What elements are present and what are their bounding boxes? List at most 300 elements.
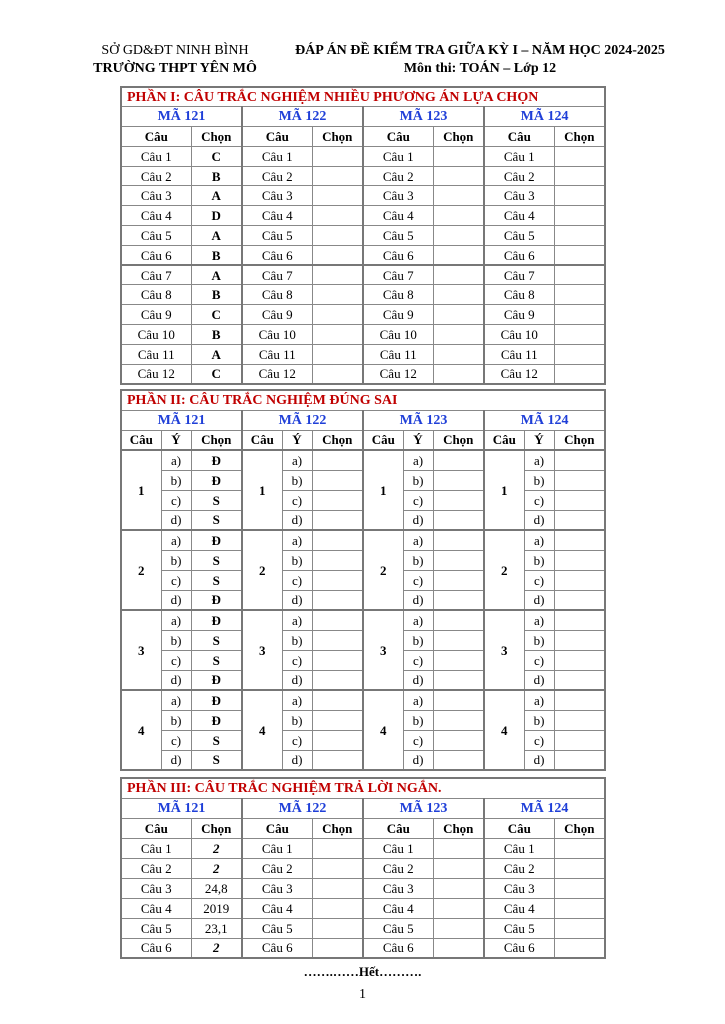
question-label: Câu 5 (484, 226, 554, 246)
question-label: Câu 5 (242, 918, 312, 938)
item-label: d) (161, 750, 191, 770)
item-label: b) (161, 550, 191, 570)
item-label: c) (282, 650, 312, 670)
answer-cell (312, 570, 363, 590)
answer-cell (312, 670, 363, 690)
answer-cell (554, 530, 605, 550)
question-label: Câu 3 (363, 186, 433, 206)
answer-cell: B (191, 166, 242, 186)
answer-cell (433, 146, 484, 166)
table-row (121, 186, 605, 206)
answer-cell (312, 344, 363, 364)
question-number: 3 (363, 610, 403, 690)
answer-cell (433, 364, 484, 384)
question-label: Câu 4 (242, 898, 312, 918)
question-label: Câu 11 (121, 344, 191, 364)
answer-cell (433, 186, 484, 206)
answer-cell (312, 510, 363, 530)
answer-cell (312, 490, 363, 510)
answer-cell (554, 490, 605, 510)
table-row (121, 938, 605, 958)
item-label: a) (282, 690, 312, 710)
question-number: 4 (484, 690, 524, 770)
item-label: b) (403, 550, 433, 570)
answer-cell (433, 285, 484, 305)
column-header-answer: Chọn (554, 127, 605, 147)
answer-cell (554, 325, 605, 345)
question-label: Câu 1 (121, 146, 191, 166)
exam-code: MÃ 122 (242, 410, 363, 430)
column-header-item: Ý (282, 430, 312, 450)
answer-cell: Đ (191, 530, 242, 550)
item-label: d) (403, 510, 433, 530)
answer-cell (312, 918, 363, 938)
answer-cell (312, 470, 363, 490)
header-right (282, 42, 678, 78)
answer-cell: S (191, 650, 242, 670)
question-label: Câu 4 (363, 898, 433, 918)
answer-cell (312, 858, 363, 878)
answer-cell (554, 730, 605, 750)
answer-cell: S (191, 630, 242, 650)
answer-cell (554, 344, 605, 364)
item-label: b) (282, 710, 312, 730)
question-label: Câu 12 (484, 364, 554, 384)
question-number: 2 (242, 530, 282, 610)
question-number: 2 (484, 530, 524, 610)
question-label: Câu 1 (484, 146, 554, 166)
table-row (121, 450, 605, 470)
item-label: c) (161, 570, 191, 590)
answer-cell (554, 838, 605, 858)
answer-cell: Đ (191, 670, 242, 690)
answer-cell: C (191, 146, 242, 166)
school-name: TRƯỜNG THPT YÊN MÔ (93, 61, 257, 76)
item-label: d) (403, 750, 433, 770)
column-header-answer: Chọn (554, 818, 605, 838)
column-header-item: Ý (161, 430, 191, 450)
answer-cell (433, 530, 484, 550)
answer-cell (433, 206, 484, 226)
item-label: a) (403, 450, 433, 470)
answer-cell: 2019 (191, 898, 242, 918)
item-label: c) (524, 490, 554, 510)
answer-cell (312, 325, 363, 345)
answer-cell (554, 750, 605, 770)
answer-cell (312, 206, 363, 226)
question-label: Câu 1 (242, 146, 312, 166)
exam-code: MÃ 124 (484, 410, 605, 430)
answer-cell (554, 146, 605, 166)
question-label: Câu 6 (363, 245, 433, 265)
answer-cell (312, 630, 363, 650)
document-title: ĐÁP ÁN ĐỀ KIỂM TRA GIỮA KỲ I – NĂM HỌC 2024-2025 (295, 43, 665, 58)
exam-code: MÃ 123 (363, 107, 484, 127)
question-label: Câu 6 (121, 938, 191, 958)
answer-cell: C (191, 364, 242, 384)
part1-table (120, 86, 606, 385)
question-label: Câu 10 (484, 325, 554, 345)
column-header-answer: Chọn (191, 430, 242, 450)
answer-cell (433, 630, 484, 650)
table-row (121, 530, 605, 550)
item-label: a) (161, 530, 191, 550)
question-label: Câu 1 (242, 838, 312, 858)
item-label: c) (403, 490, 433, 510)
question-label: Câu 3 (121, 186, 191, 206)
exam-code: MÃ 122 (242, 798, 363, 818)
question-label: Câu 5 (363, 918, 433, 938)
answer-cell (312, 750, 363, 770)
answer-cell (554, 166, 605, 186)
answer-cell (312, 450, 363, 470)
item-label: c) (282, 730, 312, 750)
answer-cell (433, 650, 484, 670)
column-header-question: Câu (363, 430, 403, 450)
question-label: Câu 4 (242, 206, 312, 226)
answer-cell (312, 146, 363, 166)
column-header-answer: Chọn (312, 818, 363, 838)
question-number: 3 (242, 610, 282, 690)
answer-cell (554, 590, 605, 610)
answer-cell (312, 530, 363, 550)
exam-code: MÃ 124 (484, 107, 605, 127)
part3-table (120, 777, 606, 959)
question-label: Câu 3 (484, 186, 554, 206)
answer-cell (554, 364, 605, 384)
item-label: d) (282, 670, 312, 690)
question-number: 4 (363, 690, 403, 770)
question-label: Câu 11 (363, 344, 433, 364)
answer-cell (433, 898, 484, 918)
item-label: c) (282, 490, 312, 510)
answer-cell (433, 710, 484, 730)
answer-cell (554, 710, 605, 730)
item-label: a) (403, 610, 433, 630)
answer-cell (554, 285, 605, 305)
table-row (121, 878, 605, 898)
item-label: c) (403, 650, 433, 670)
subject-line: Môn thi: TOÁN – Lớp 12 (403, 61, 557, 76)
question-label: Câu 8 (363, 285, 433, 305)
question-label: Câu 9 (242, 305, 312, 325)
table-row (121, 898, 605, 918)
question-label: Câu 4 (484, 206, 554, 226)
answer-cell (433, 858, 484, 878)
answer-cell (554, 918, 605, 938)
item-label: a) (524, 610, 554, 630)
table-row (121, 858, 605, 878)
exam-code: MÃ 121 (121, 410, 242, 430)
column-header-question: Câu (484, 818, 554, 838)
question-label: Câu 2 (121, 858, 191, 878)
answer-cell (312, 938, 363, 958)
answer-cell (312, 305, 363, 325)
column-header-answer: Chọn (191, 127, 242, 147)
answer-cell (433, 878, 484, 898)
exam-code: MÃ 123 (363, 798, 484, 818)
question-number: 4 (121, 690, 161, 770)
answer-cell (433, 590, 484, 610)
answer-cell (554, 550, 605, 570)
column-header-answer: Chọn (191, 818, 242, 838)
question-number: 3 (484, 610, 524, 690)
question-label: Câu 5 (121, 918, 191, 938)
table-row (121, 305, 605, 325)
table-row (121, 325, 605, 345)
answer-cell (312, 245, 363, 265)
question-label: Câu 8 (242, 285, 312, 305)
answer-cell: Đ (191, 470, 242, 490)
item-label: c) (282, 570, 312, 590)
answer-cell (433, 838, 484, 858)
item-label: b) (403, 630, 433, 650)
answer-cell (312, 265, 363, 285)
answer-cell (554, 938, 605, 958)
answer-cell (433, 265, 484, 285)
item-label: d) (161, 670, 191, 690)
item-label: b) (524, 630, 554, 650)
question-label: Câu 9 (121, 305, 191, 325)
question-label: Câu 4 (121, 898, 191, 918)
answer-cell (433, 690, 484, 710)
answer-cell (433, 490, 484, 510)
question-label: Câu 9 (363, 305, 433, 325)
answer-cell: D (191, 206, 242, 226)
answer-cell: 2 (191, 838, 242, 858)
answer-cell (312, 610, 363, 630)
answer-cell (312, 898, 363, 918)
item-label: d) (161, 510, 191, 530)
answer-cell (312, 650, 363, 670)
question-label: Câu 1 (363, 146, 433, 166)
column-header-question: Câu (242, 127, 312, 147)
column-header-answer: Chọn (433, 430, 484, 450)
answer-cell (433, 730, 484, 750)
answer-cell (433, 344, 484, 364)
answer-cell (554, 305, 605, 325)
question-number: 2 (363, 530, 403, 610)
question-number: 1 (363, 450, 403, 530)
question-label: Câu 3 (363, 878, 433, 898)
answer-cell (554, 858, 605, 878)
column-header-item: Ý (524, 430, 554, 450)
answer-cell (554, 206, 605, 226)
answer-cell (554, 610, 605, 630)
column-header-item: Ý (403, 430, 433, 450)
answer-cell (433, 470, 484, 490)
question-number: 2 (121, 530, 161, 610)
item-label: b) (282, 470, 312, 490)
answer-cell (312, 285, 363, 305)
answer-cell: S (191, 750, 242, 770)
answer-cell (554, 226, 605, 246)
question-label: Câu 7 (242, 265, 312, 285)
answer-cell (554, 470, 605, 490)
answer-cell: A (191, 226, 242, 246)
item-label: b) (524, 470, 554, 490)
question-label: Câu 11 (242, 344, 312, 364)
question-label: Câu 2 (363, 858, 433, 878)
question-label: Câu 4 (484, 898, 554, 918)
column-header-answer: Chọn (433, 818, 484, 838)
question-label: Câu 6 (242, 245, 312, 265)
question-label: Câu 2 (242, 858, 312, 878)
item-label: a) (282, 610, 312, 630)
answer-cell (554, 630, 605, 650)
column-header-question: Câu (484, 127, 554, 147)
answer-cell (554, 898, 605, 918)
column-header-question: Câu (242, 430, 282, 450)
question-label: Câu 1 (363, 838, 433, 858)
question-number: 1 (484, 450, 524, 530)
answer-cell (554, 670, 605, 690)
column-header-question: Câu (484, 430, 524, 450)
item-label: b) (403, 470, 433, 490)
question-label: Câu 6 (484, 245, 554, 265)
answer-cell: A (191, 344, 242, 364)
question-label: Câu 3 (242, 186, 312, 206)
item-label: a) (524, 530, 554, 550)
answer-cell (554, 650, 605, 670)
item-label: a) (161, 450, 191, 470)
exam-code: MÃ 121 (121, 798, 242, 818)
answer-cell (554, 265, 605, 285)
answer-cell (554, 450, 605, 470)
answer-cell: B (191, 285, 242, 305)
column-header-question: Câu (121, 430, 161, 450)
answer-cell: S (191, 730, 242, 750)
page-number: 1 (359, 987, 366, 1002)
question-label: Câu 5 (242, 226, 312, 246)
question-label: Câu 10 (242, 325, 312, 345)
item-label: b) (282, 630, 312, 650)
question-label: Câu 9 (484, 305, 554, 325)
question-label: Câu 1 (121, 838, 191, 858)
question-label: Câu 12 (363, 364, 433, 384)
answer-cell (433, 450, 484, 470)
answer-cell: 23,1 (191, 918, 242, 938)
answer-cell: S (191, 490, 242, 510)
item-label: b) (524, 710, 554, 730)
exam-code: MÃ 124 (484, 798, 605, 818)
question-label: Câu 2 (484, 166, 554, 186)
header-left (70, 42, 280, 78)
answer-cell (433, 245, 484, 265)
table-row (121, 245, 605, 265)
section-title: PHẦN I: CÂU TRẮC NGHIỆM NHIỀU PHƯƠNG ÁN LỰA CHỌN (121, 87, 605, 107)
item-label: a) (282, 530, 312, 550)
item-label: b) (161, 710, 191, 730)
answer-cell: B (191, 245, 242, 265)
column-header-question: Câu (363, 127, 433, 147)
question-label: Câu 8 (121, 285, 191, 305)
item-label: c) (524, 570, 554, 590)
item-label: c) (161, 650, 191, 670)
answer-cell (554, 878, 605, 898)
item-label: b) (524, 550, 554, 570)
column-header-answer: Chọn (312, 430, 363, 450)
item-label: d) (161, 590, 191, 610)
table-row (121, 226, 605, 246)
answer-cell (312, 690, 363, 710)
question-label: Câu 5 (363, 226, 433, 246)
table-row (121, 265, 605, 285)
column-header-answer: Chọn (312, 127, 363, 147)
table-row (121, 146, 605, 166)
item-label: b) (282, 550, 312, 570)
answer-cell: 24,8 (191, 878, 242, 898)
answer-cell (312, 878, 363, 898)
item-label: d) (282, 590, 312, 610)
item-label: a) (524, 450, 554, 470)
answer-cell: A (191, 265, 242, 285)
answer-cell (312, 166, 363, 186)
question-number: 1 (242, 450, 282, 530)
answer-cell (433, 226, 484, 246)
answer-cell: B (191, 325, 242, 345)
table-row (121, 690, 605, 710)
answer-cell (554, 510, 605, 530)
item-label: d) (282, 750, 312, 770)
table-row (121, 206, 605, 226)
table-row (121, 610, 605, 630)
question-label: Câu 10 (121, 325, 191, 345)
column-header-answer: Chọn (554, 430, 605, 450)
question-label: Câu 2 (363, 166, 433, 186)
question-label: Câu 6 (121, 245, 191, 265)
column-header-question: Câu (121, 818, 191, 838)
item-label: c) (403, 730, 433, 750)
question-label: Câu 7 (363, 265, 433, 285)
column-header-question: Câu (242, 818, 312, 838)
item-label: a) (161, 610, 191, 630)
item-label: c) (403, 570, 433, 590)
answer-cell (433, 570, 484, 590)
item-label: a) (403, 690, 433, 710)
section-title: PHẦN II: CÂU TRẮC NGHIỆM ĐÚNG SAI (121, 390, 605, 410)
item-label: d) (403, 590, 433, 610)
answer-cell (433, 550, 484, 570)
question-label: Câu 4 (363, 206, 433, 226)
item-label: a) (524, 690, 554, 710)
question-number: 3 (121, 610, 161, 690)
answer-cell: 2 (191, 858, 242, 878)
answer-cell (433, 610, 484, 630)
item-label: d) (524, 750, 554, 770)
question-label: Câu 12 (121, 364, 191, 384)
section-title: PHẦN III: CÂU TRẮC NGHIỆM TRẢ LỜI NGẮN. (121, 778, 605, 798)
question-label: Câu 12 (242, 364, 312, 384)
answer-cell: Đ (191, 450, 242, 470)
answer-cell (433, 325, 484, 345)
answer-cell: A (191, 186, 242, 206)
answer-cell (312, 730, 363, 750)
item-label: a) (282, 450, 312, 470)
item-label: a) (161, 690, 191, 710)
question-label: Câu 4 (121, 206, 191, 226)
answer-cell (554, 245, 605, 265)
column-header-question: Câu (121, 127, 191, 147)
answer-cell: Đ (191, 690, 242, 710)
answer-cell (312, 550, 363, 570)
answer-cell: C (191, 305, 242, 325)
exam-code: MÃ 122 (242, 107, 363, 127)
question-label: Câu 10 (363, 325, 433, 345)
question-label: Câu 3 (242, 878, 312, 898)
question-number: 1 (121, 450, 161, 530)
question-label: Câu 6 (484, 938, 554, 958)
